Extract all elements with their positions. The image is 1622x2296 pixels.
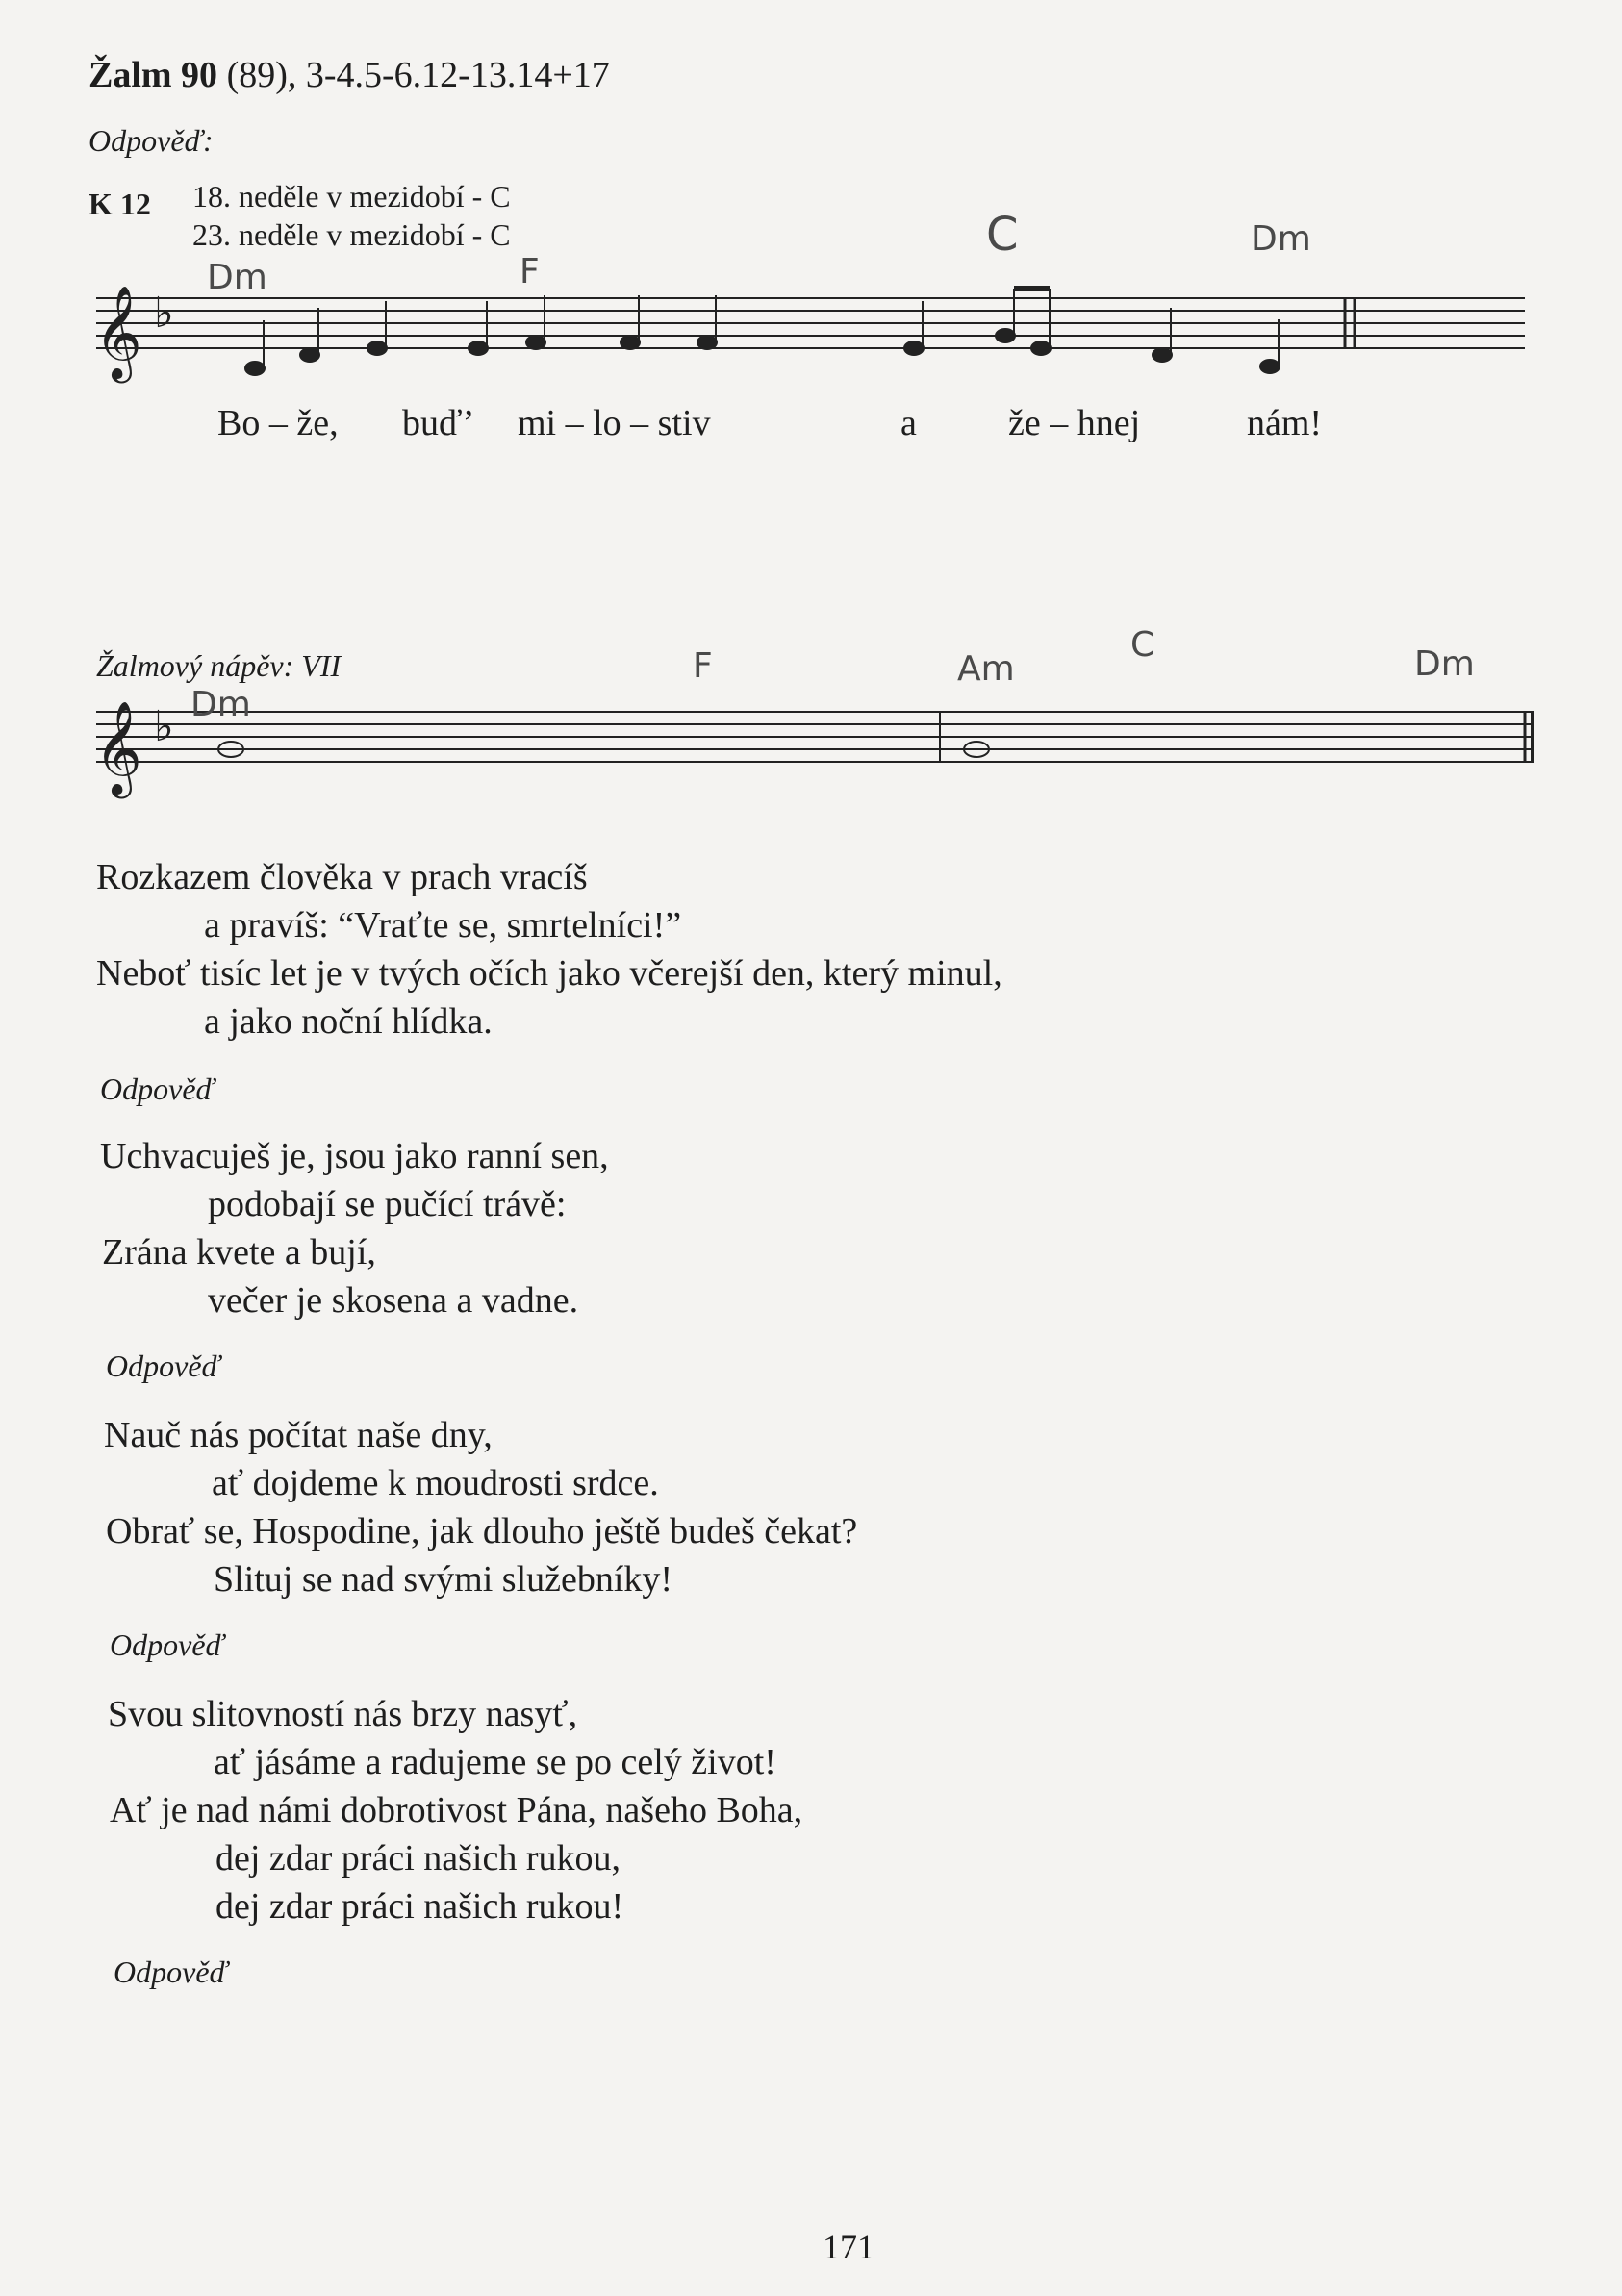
psalm-tone-label: Žalmový nápěv: VII: [96, 648, 342, 683]
stanza-4-line-1: Svou slitovností nás brzy nasyť,: [108, 1694, 578, 1734]
psalm-title-bold: Žalm 90: [89, 55, 218, 95]
occasion-1: 18. neděle v mezidobí - C: [192, 179, 511, 214]
tone-chord-3: Am: [957, 649, 1015, 689]
stanza-3-response: Odpověď: [110, 1627, 224, 1662]
stanza-1-line-4: a jako noční hlídka.: [204, 1001, 493, 1042]
refrain-lyric-2: buď’: [402, 403, 475, 443]
flat-icon: ♭: [154, 702, 174, 751]
stanza-4-line-2: ať jásáme a radujeme se po celý život!: [214, 1742, 776, 1782]
response-code: K 12: [89, 187, 151, 221]
tone-chord-4: C: [1130, 625, 1155, 665]
stanza-2-line-1: Uchvacuješ je, jsou jako ranní sen,: [100, 1136, 609, 1176]
stanza-3-line-3: Obrať se, Hospodine, jak dlouho ještě budeš čekat?: [106, 1511, 858, 1552]
tone-staff: [96, 712, 1534, 762]
refrain-notes: [245, 289, 1280, 375]
stanza-1-line-2: a pravíš: “Vraťte se, smrtelníci!”: [204, 905, 682, 946]
refrain-staff: [96, 298, 1525, 348]
tone-chord-1: Dm: [190, 685, 251, 724]
stanza-2-line-2: podobají se pučící trávě:: [208, 1184, 567, 1224]
stanza-2-response: Odpověď: [106, 1349, 220, 1383]
refrain-lyric-3: mi – lo – stiv: [518, 403, 711, 443]
stanza-3-line-1: Nauč nás počítat naše dny,: [104, 1415, 493, 1455]
stanza-4-line-4: dej zdar práci našich rukou,: [215, 1838, 621, 1879]
stanza-1-line-3: Neboť tisíc let je v tvých očích jako včerejší den, který minul,: [96, 953, 1002, 994]
refrain-lyric-4: a: [900, 403, 917, 443]
tone-chord-5: Dm: [1414, 644, 1475, 684]
stanza-1-response: Odpověď: [100, 1072, 215, 1106]
treble-clef-icon: 𝄞: [94, 700, 142, 795]
refrain-lyric-5: že – hnej: [1008, 403, 1141, 443]
refrain-chord-4: Dm: [1251, 219, 1311, 259]
stanza-4-line-5: dej zdar práci našich rukou!: [215, 1886, 624, 1927]
refrain-chord-3: C: [986, 208, 1019, 262]
refrain-chord-2: F: [520, 252, 540, 291]
refrain-lyric-6: nám!: [1247, 403, 1323, 443]
response-label: Odpověď:: [89, 123, 214, 158]
stanza-4-line-3: Ať je nad námi dobrotivost Pána, našeho Boha,: [110, 1790, 803, 1830]
page-number: 171: [823, 2228, 874, 2266]
stanza-1-line-1: Rozkazem člověka v prach vracíš: [96, 857, 588, 897]
stanza-4-response: Odpověď: [114, 1955, 228, 1989]
refrain-lyric-1: Bo – že,: [217, 403, 339, 443]
stanza-2-line-4: večer je skosena a vadne.: [208, 1280, 579, 1321]
stanza-3-line-4: Slituj se nad svými služebníky!: [214, 1559, 673, 1600]
refrain-chord-1: Dm: [207, 258, 267, 297]
stanza-3-line-2: ať dojdeme k moudrosti srdce.: [212, 1463, 659, 1503]
occasion-2: 23. neděle v mezidobí - C: [192, 217, 511, 252]
tone-chord-2: F: [693, 646, 713, 686]
psalm-title-verses: (89), 3-4.5-6.12-13.14+17: [226, 55, 610, 95]
treble-clef-icon: 𝄞: [94, 285, 142, 379]
stanza-2-line-3: Zrána kvete a bují,: [102, 1232, 376, 1273]
flat-icon: ♭: [154, 289, 174, 338]
